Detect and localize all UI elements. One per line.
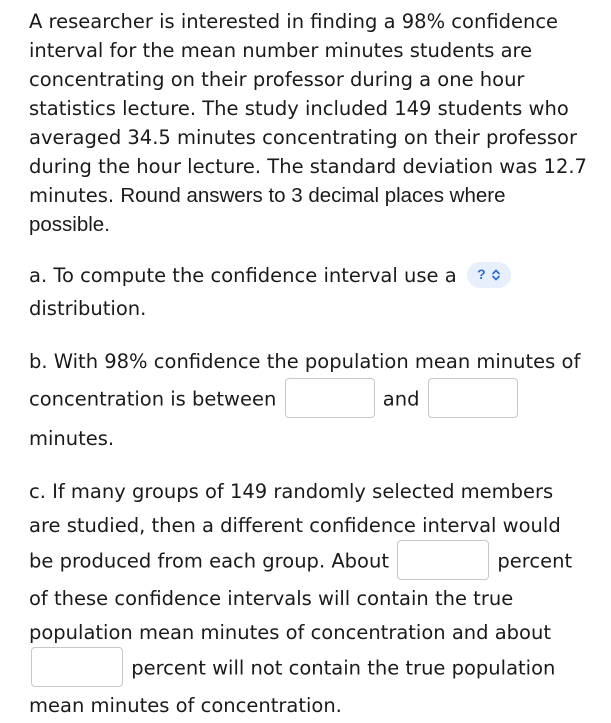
lower-bound-input[interactable] [285,378,375,418]
upper-bound-input[interactable] [428,378,518,418]
part-c [29,475,589,723]
not-contain-percent-input[interactable] [31,647,123,687]
problem-statement [29,7,589,239]
rounding-instruction: Round answers to 3 decimal places where possible. [29,184,506,236]
part-b-text-after: minutes. [29,427,115,450]
question-panel [29,7,589,723]
part-b-text-before: b. With 98% confidence the population mean minutes of concentration is between [29,350,581,411]
problem-intro-text: A researcher is interested in finding a 98% confidence interval for the mean number minutes students are concentrating on their professor during a one hour statistics lecture. The study included 149 students who averaged 34.5 minutes concentrating on their professor during the hour lecture. The standard deviation was 12.7 minutes. [29,10,587,207]
contain-percent-input[interactable] [397,540,489,580]
chevron-up-down-icon [491,268,501,282]
part-c-text-1: c. If many groups of 149 randomly selected members are studied, then a different confidence interval would be produced from each group. About [29,480,561,573]
part-b [29,343,589,457]
part-b-and-text: and [382,387,420,411]
distribution-dropdown[interactable] [467,262,511,288]
part-c-text-3: percent will not contain the true population mean minutes of concentration. [29,656,556,717]
part-a-text-after: distribution. [29,297,147,320]
dropdown-placeholder: ? [477,266,486,282]
part-a-text-before: a. To compute the confidence interval use a [29,264,457,287]
part-c-text-2: percent of these confidence intervals will contain the true population mean minutes of concentration and about [29,549,573,644]
part-a [29,259,589,325]
